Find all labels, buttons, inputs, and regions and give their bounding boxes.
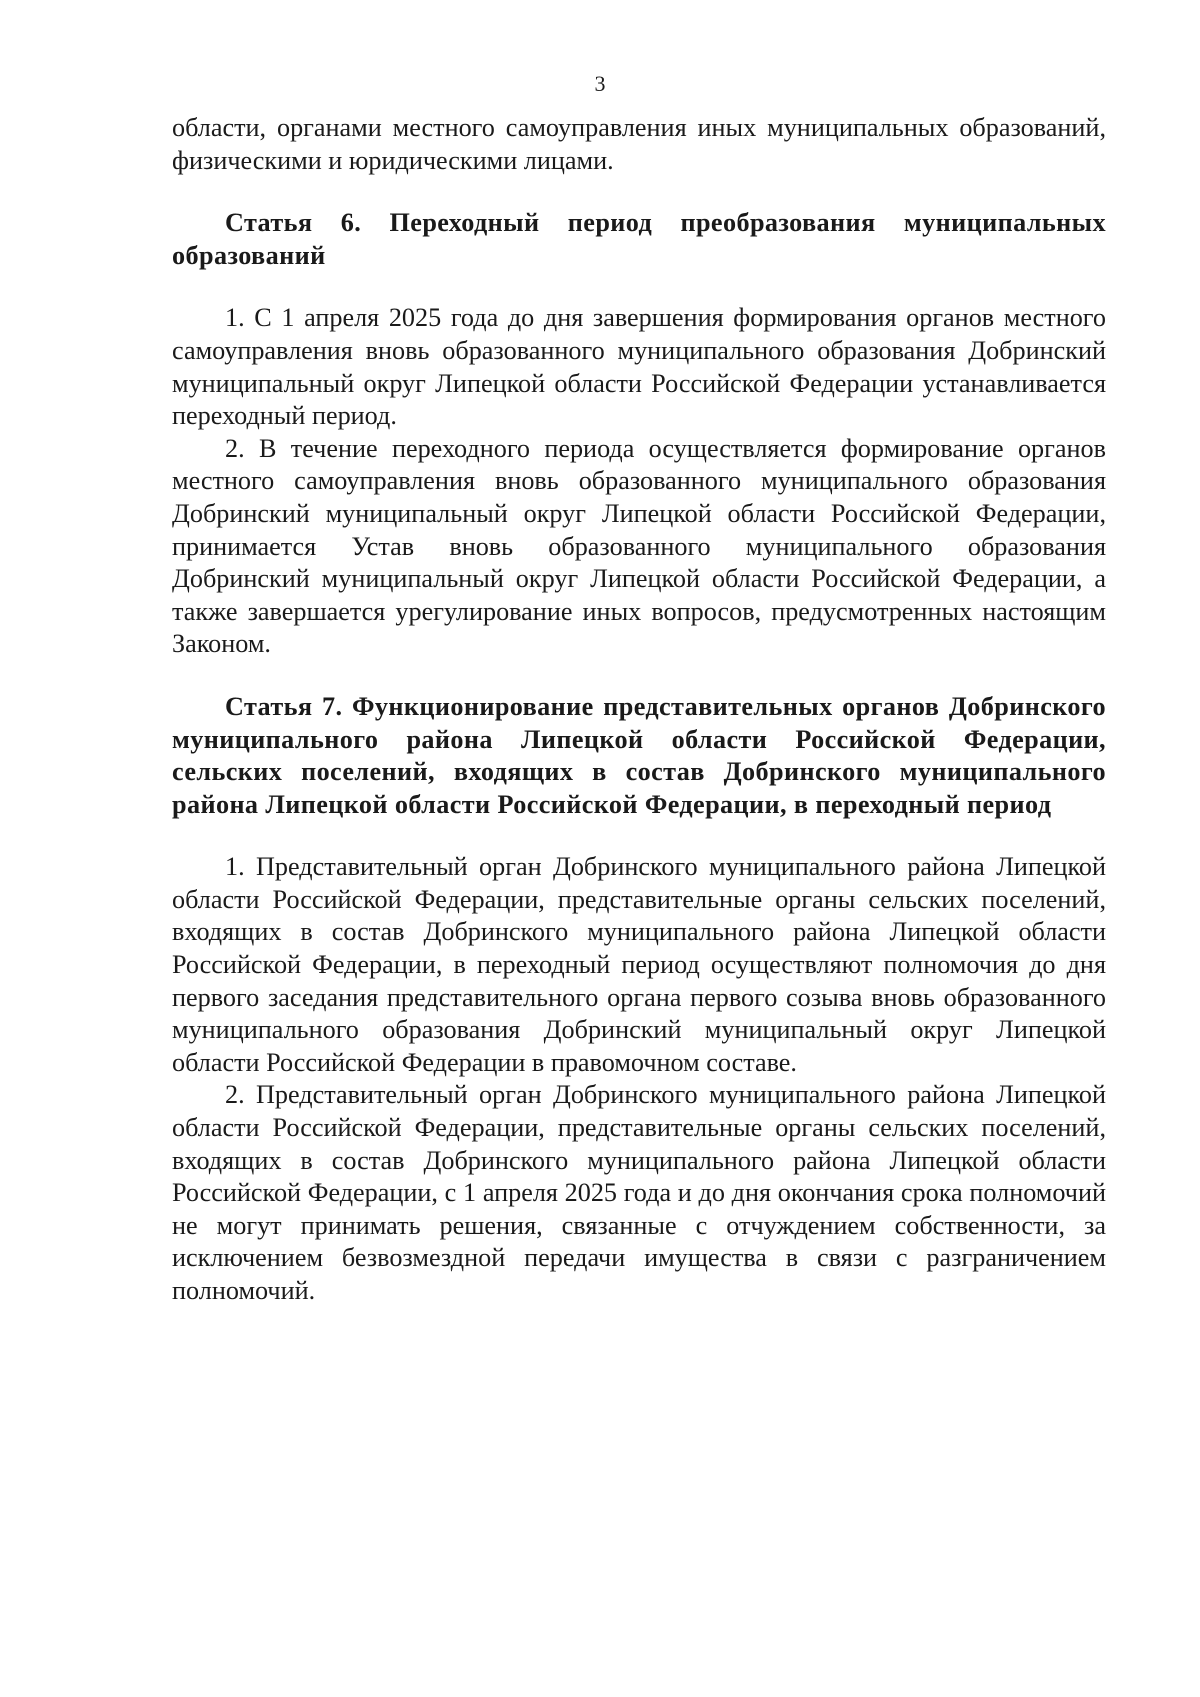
- article-7: [172, 691, 1106, 1308]
- document-body: [172, 112, 1106, 1308]
- article-6-heading: Статья 6. Переходный период преобразования муниципальных образований: [172, 208, 1106, 270]
- article-6-item-1: 1. С 1 апреля 2025 года до дня завершения формирования органов местного самоуправления вновь образованного муниципального образования Добринский муниципальный округ Липецкой области Российской Федерации устанавливается переходный период.: [172, 303, 1106, 431]
- article-7-item-2: 2. Представительный орган Добринского муниципального района Липецкой области Российской Федерации, представительные органы сельских поселений, входящих в состав Добринского муниципального района Липецкой области Российской Федерации, с 1 апреля 2025 года и до дня окончания срока полномочий не могут принимать решения, связанные с отчуждением собственности, за исключением безвозмездной передачи имущества в связи с разграничением полномочий.: [172, 1080, 1106, 1305]
- article-6: [172, 207, 1106, 661]
- article-6-item-2: 2. В течение переходного периода осуществляется формирование органов местного самоуправления вновь образованного муниципального образования Добринский муниципальный округ Липецкой области Российской Федерации, принимается Устав вновь образованного муниципального образования Добринский муниципальный округ Липецкой области Российской Федерации, а также завершается урегулирование иных вопросов, предусмотренных настоящим Законом.: [172, 433, 1106, 659]
- article-7-item-1: 1. Представительный орган Добринского муниципального района Липецкой области Российской Федерации, представительные органы сельских поселений, входящих в состав Добринского муниципального района Липецкой области Российской Федерации, в переходный период осуществляют полномочия до дня первого заседания представительного органа первого созыва вновь образованного муниципального образования Добринский муниципальный округ Липецкой области Российской Федерации в правомочном составе.: [172, 852, 1106, 1077]
- article-7-heading: Статья 7. Функционирование представительных органов Добринского муниципального района Липецкой области Российской Федерации, сельских поселений, входящих в состав Добринского муниципального района Липецкой области Российской Федерации, в переходный период: [172, 691, 1106, 819]
- page-number: 3: [594, 71, 606, 96]
- continuation-paragraph: области, органами местного самоуправления иных муниципальных образований, физическими и юридическими лицами.: [172, 113, 1106, 175]
